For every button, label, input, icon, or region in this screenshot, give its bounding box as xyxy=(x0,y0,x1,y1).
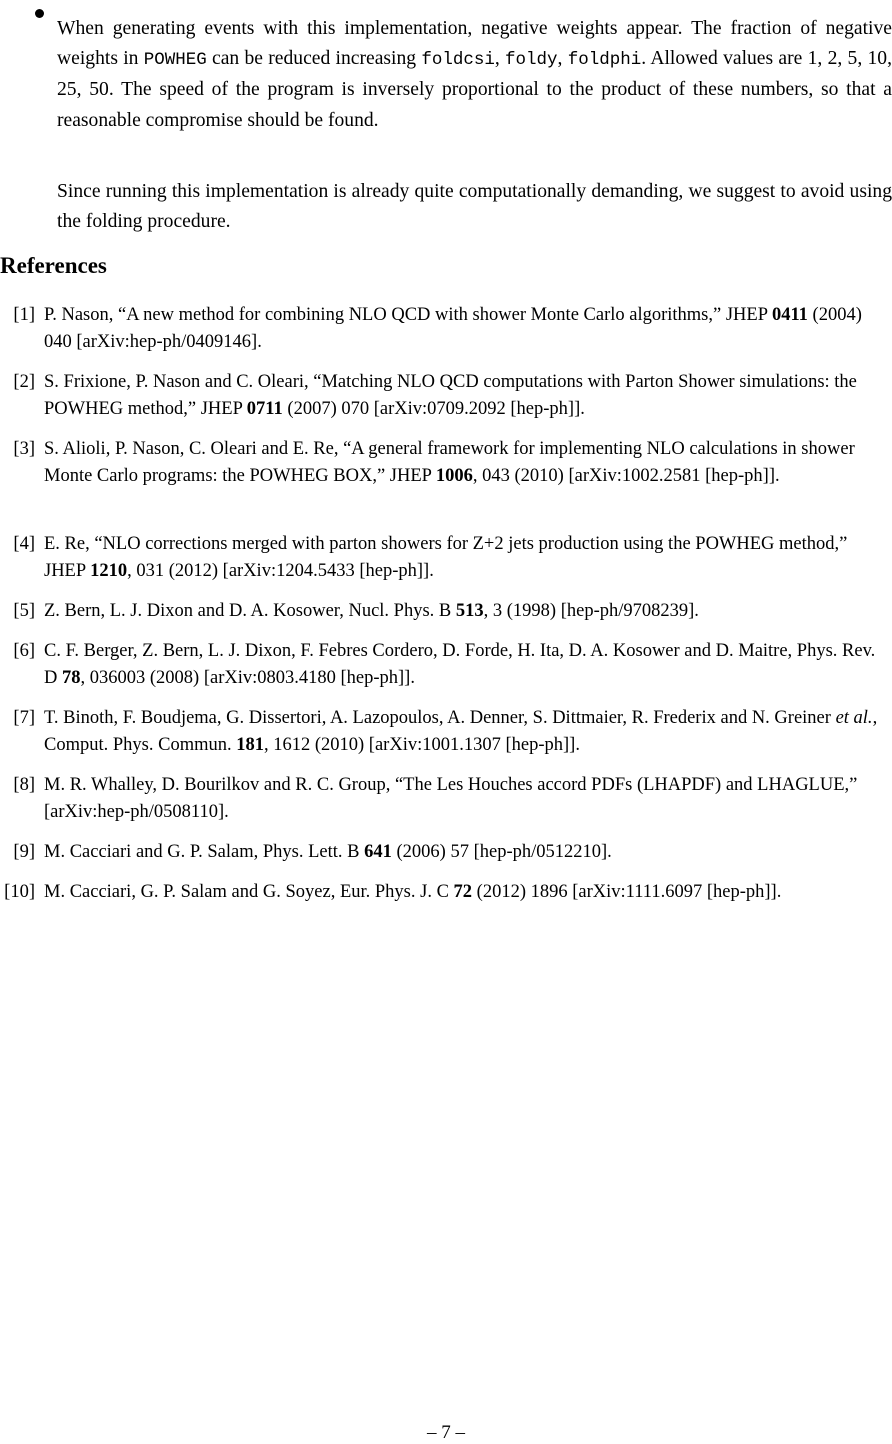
text: E. Re, “NLO corrections merged with parton showers for Z+2 jets production using the POWHEG method,” JHEP xyxy=(44,534,848,582)
reference-text xyxy=(44,302,892,356)
text: can be reduced increasing xyxy=(206,48,422,69)
bullet-icon xyxy=(35,9,44,18)
code-foldphi: foldphi xyxy=(567,50,642,70)
volume: 78 xyxy=(62,668,81,689)
reference-number: [7] xyxy=(13,708,35,728)
text: , xyxy=(557,48,568,69)
text: . Allowed values are 1, 2, 5, 10, 25, 50. The speed of the program is inversely proportional to the product of these numbers, so that a reasonable compromise should be found. xyxy=(57,48,892,131)
text: , 043 (2010) [arXiv:1002.2581 [hep-ph]]. xyxy=(472,466,780,487)
text: M. Cacciari and G. P. Salam, Phys. Lett. B xyxy=(44,842,365,862)
text: , 031 (2012) [arXiv:1204.5433 [hep-ph]]. xyxy=(127,561,434,582)
volume: 1210 xyxy=(90,561,128,582)
text: (2006) 57 [hep-ph/0512210]. xyxy=(391,842,612,862)
references-heading: References xyxy=(0,253,107,278)
code-foldcsi: foldcsi xyxy=(421,50,495,70)
text: (2012) 1896 [arXiv:1111.6097 [hep-ph]]. xyxy=(472,882,782,902)
text: S. Frixione, P. Nason and C. Oleari, “Matching NLO QCD computations with Parton Shower simulations: the POWHEG method,” JHEP xyxy=(44,372,857,420)
reference-number: [3] xyxy=(13,439,35,459)
reference-number: [10] xyxy=(4,882,35,902)
reference-number: [8] xyxy=(13,775,35,795)
text: M. R. Whalley, D. Bourilkov and R. C. Group, “The Les Houches accord PDFs (LHAPDF) and LHAGLUE,” [arXiv:hep-ph/0508110]. xyxy=(44,775,858,823)
reference-number: [2] xyxy=(13,372,35,392)
text: , 1612 (2010) [arXiv:1001.1307 [hep-ph]]. xyxy=(263,735,580,756)
volume: 0411 xyxy=(771,305,808,325)
text: , xyxy=(494,48,506,69)
volume: 513 xyxy=(455,601,484,621)
text: T. Binoth, F. Boudjema, G. Dissertori, A. Lazopoulos, A. Denner, S. Dittmaier, R. Frederix and N. Greiner xyxy=(44,708,836,728)
volume: 72 xyxy=(453,882,473,902)
text: C. F. Berger, Z. Bern, L. J. Dixon, F. Febres Cordero, D. Forde, H. Ita, D. A. Kosower and D. Maitre, Phys. Rev. D xyxy=(44,641,876,689)
page-number: – 7 – xyxy=(427,1422,465,1443)
reference-text xyxy=(44,638,892,692)
reference-number: [4] xyxy=(13,534,35,554)
reference-text xyxy=(44,879,892,906)
text: Z. Bern, L. J. Dixon and D. A. Kosower, Nucl. Phys. B xyxy=(44,601,456,621)
reference-number: [6] xyxy=(13,641,35,661)
reference-number: [9] xyxy=(13,842,35,862)
text: S. Alioli, P. Nason, C. Oleari and E. Re, “A general framework for implementing NLO calculations in shower Monte Carlo programs: the POWHEG BOX,” JHEP xyxy=(44,439,855,487)
text: , 3 (1998) [hep-ph/9708239]. xyxy=(483,601,699,621)
reference-text xyxy=(44,531,892,585)
code-foldy: foldy xyxy=(505,50,558,70)
reference-text xyxy=(44,839,892,866)
volume: 1006 xyxy=(435,466,473,487)
text: (2004) 040 [arXiv:hep-ph/0409146]. xyxy=(44,305,862,353)
code-powheg: POWHEG xyxy=(143,50,207,70)
volume: 641 xyxy=(364,842,392,862)
bullet-paragraph-1 xyxy=(57,14,892,137)
text: (2007) 070 [arXiv:0709.2092 [hep-ph]]. xyxy=(282,399,585,420)
reference-number: [1] xyxy=(13,305,35,325)
text: P. Nason, “A new method for combining NLO QCD with shower Monte Carlo algorithms,” JHEP xyxy=(44,305,772,325)
bullet-paragraph-2: Since running this implementation is already quite computationally demanding, we suggest to avoid using the folding procedure. xyxy=(57,180,892,232)
reference-text xyxy=(44,598,892,625)
reference-text xyxy=(44,772,892,826)
volume: 0711 xyxy=(246,399,283,420)
reference-number: [5] xyxy=(13,601,35,621)
reference-text xyxy=(44,369,892,423)
text: When generating events with this implementation, negative weights appear. The fraction of negative weights in xyxy=(57,17,892,69)
volume: 181 xyxy=(236,735,264,756)
text: , Comput. Phys. Commun. xyxy=(44,708,878,756)
reference-text xyxy=(44,436,892,490)
text: , 036003 (2008) [arXiv:0803.4180 [hep-ph]]. xyxy=(80,668,415,689)
text: M. Cacciari, G. P. Salam and G. Soyez, Eur. Phys. J. C xyxy=(44,882,454,902)
et-al: et al. xyxy=(835,708,873,728)
reference-text xyxy=(44,705,892,759)
